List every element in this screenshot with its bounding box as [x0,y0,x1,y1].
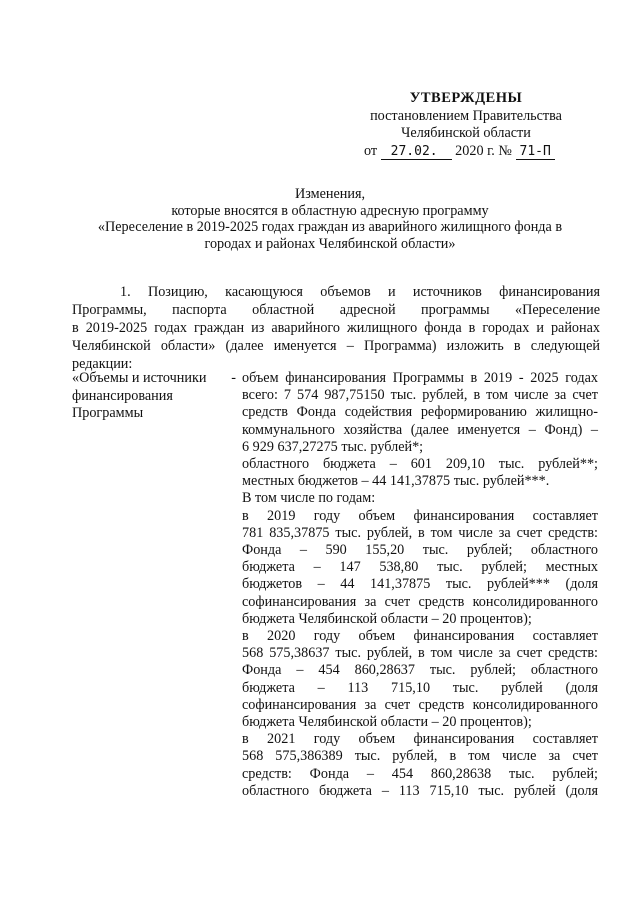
left-col-line-1 [72,370,240,388]
left-col-label: «Объемы и источники [72,370,207,386]
heading-line-4: городах и районах Челябинской области» [204,235,456,252]
funding-line: в 2020 году объем финансирования составляет [242,628,598,645]
funding-line: софинансирования за счет средств консолидированного [242,593,598,610]
approval-line-2: постановлением Правительства [370,107,562,124]
date-year: 2020 г. № [455,142,512,159]
funding-line: бюджета Челябинской области – 20 процентов); [242,714,532,731]
date-prefix: от [364,142,378,159]
paragraph-line: редакции: [72,356,133,372]
funding-line: областного бюджета – 113 715,10 тыс. рублей (доля [242,782,598,799]
funding-line: коммунального хозяйства (далее именуется – Фонд) – [242,421,598,438]
paragraph-line: Программы, паспорта областной адресной программы «Переселение [72,302,600,318]
approval-line-3: Челябинской области [401,125,531,141]
funding-line: объем финансирования Программы в 2019 - 2025 годах [242,370,598,386]
funding-line: бюджетов – 44 141,37875 тыс. рублей*** (доля [242,576,598,593]
funding-line: средств: Фонда – 454 860,28638 тыс. рублей; [242,765,598,782]
heading-line-2: которые вносятся в областную адресную программу [171,202,489,219]
funding-line: средств Фонда содействия реформированию жилищно- [242,404,598,421]
paragraph-line: в 2019-2025 годах граждан из аварийного жилищного фонда в городах и районах [72,320,600,336]
document-heading [80,186,580,252]
table-left-column [72,370,240,423]
funding-line: 781 835,37875 тыс. рублей, в том числе за счет средств: [242,524,598,541]
funding-line: бюджета – 113 715,10 тыс. рублей (доля [242,679,598,696]
funding-line: бюджета Челябинской области – 20 процентов); [242,610,532,627]
funding-line: Фонда – 454 860,28637 тыс. рублей; областного [242,662,598,679]
funding-line: 568 575,386389 тыс. рублей, в том числе за счет [242,748,598,765]
funding-line: всего: 7 574 987,75150 тыс. рублей, в том числе за счет [242,387,598,404]
approval-date-row [356,143,576,161]
heading-line-3: «Переселение в 2019-2025 годах граждан из аварийного жилищного фонда в [97,219,563,235]
heading-line-1: Изменения, [294,186,366,202]
intro-paragraph [72,283,600,373]
funding-line: бюджета – 147 538,80 тыс. рублей; местных [242,559,598,576]
funding-line: Фонда – 590 155,20 тыс. рублей; областного [242,542,598,559]
table-right-column [242,370,598,800]
document-number: 71-П [516,144,555,160]
date-value: 27.02. [381,144,452,160]
approval-block [356,90,576,160]
left-col-line-3: Программы [72,405,144,421]
funding-line: 6 929 637,27275 тыс. рублей*; [242,438,424,455]
funding-line: в 2019 году объем финансирования составляет [242,507,598,524]
funding-line: 568 575,38637 тыс. рублей, в том числе за счет средств: [242,645,598,662]
funding-line: областного бюджета – 601 209,10 тыс. рублей**; [242,456,598,473]
paragraph-line: 1. Позицию, касающуюся объемов и источников финансирования [120,284,600,300]
paragraph-line: Челябинской области» (далее именуется – Программа) изложить в следующей [72,338,600,354]
funding-line: В том числе по годам: [242,490,376,507]
left-col-dash: - [231,370,236,386]
left-col-line-2: финансирования [72,387,173,404]
funding-line: в 2021 году объем финансирования составляет [242,731,598,748]
funding-line: софинансирования за счет средств консолидированного [242,696,598,713]
approval-title: УТВЕРЖДЕНЫ [409,90,523,106]
funding-line: местных бюджетов – 44 141,37875 тыс. рублей***. [242,473,550,490]
